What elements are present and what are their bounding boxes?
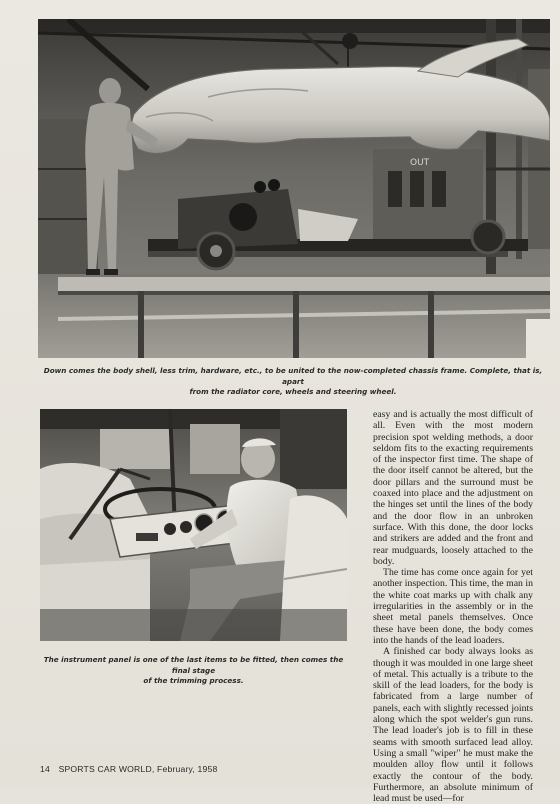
photo1-caption-line1: Down comes the body shell, less trim, hardware, etc., to be united to the now-completed chassis frame. Complete, that is, apart: [43, 366, 543, 386]
article-paragraph: A finished car body always looks as though it was moulded in one large sheet of metal. This actually is a tribute to the skill of the lead loaders, for the body is fabricated from a large number of panels, each with slightly recessed joints along which the spot welder's gun runs. The lead loader's job is to fill in these seams with smooth surfaced lead alloy. Using a small "wiper" he must make the moulden alloy flow until it follows exactly the contour of the body. Furthermore, an absolute minimum of lead must be used—for: [373, 646, 533, 804]
page-footer: [40, 764, 217, 774]
issue-date: February, 1958: [157, 764, 218, 774]
instrument-panel-photo: [40, 409, 347, 641]
page-number: 14: [40, 764, 50, 774]
body-shell-chassis-photo: [38, 19, 550, 358]
instrument-panel-fitting-image: [40, 409, 347, 641]
photo1-caption: [40, 366, 546, 398]
wall-sign-text: OUT: [410, 158, 430, 168]
photo2-caption: [40, 655, 347, 687]
article-paragraph: easy and is actually the most difficult of all. Even with the most modern precision spot welding methods, a door seldom fits to the exacting requirements of the inspector first time. The shape of the door itself cannot be altered, but the door pillars and the surround must be coaxed into place and the adjustment on the hinges set until the lines of the body and the door flow in an unbroken surface. With this done, the door locks and strikers are added and the front and rear mudguards, loosely attached to the body.: [373, 409, 533, 567]
photo1-caption-line2: from the radiator core, wheels and steering wheel.: [189, 387, 397, 396]
photo2-caption-line1: The instrument panel is one of the last items to be fitted, then comes the final stage: [43, 655, 344, 675]
factory-assembly-line-image: [38, 19, 550, 358]
photo2-caption-line2: of the trimming process.: [143, 676, 244, 685]
magazine-name: SPORTS CAR WORLD,: [58, 764, 155, 774]
article-column: [373, 409, 533, 804]
article-paragraph: The time has come once again for yet another inspection. This time, the man in the white coat marks up with chalk any irregularities in the assembly or in the sheet metal panels themselves. Once these have been done, the body comes into the hands of the lead loaders.: [373, 567, 533, 646]
